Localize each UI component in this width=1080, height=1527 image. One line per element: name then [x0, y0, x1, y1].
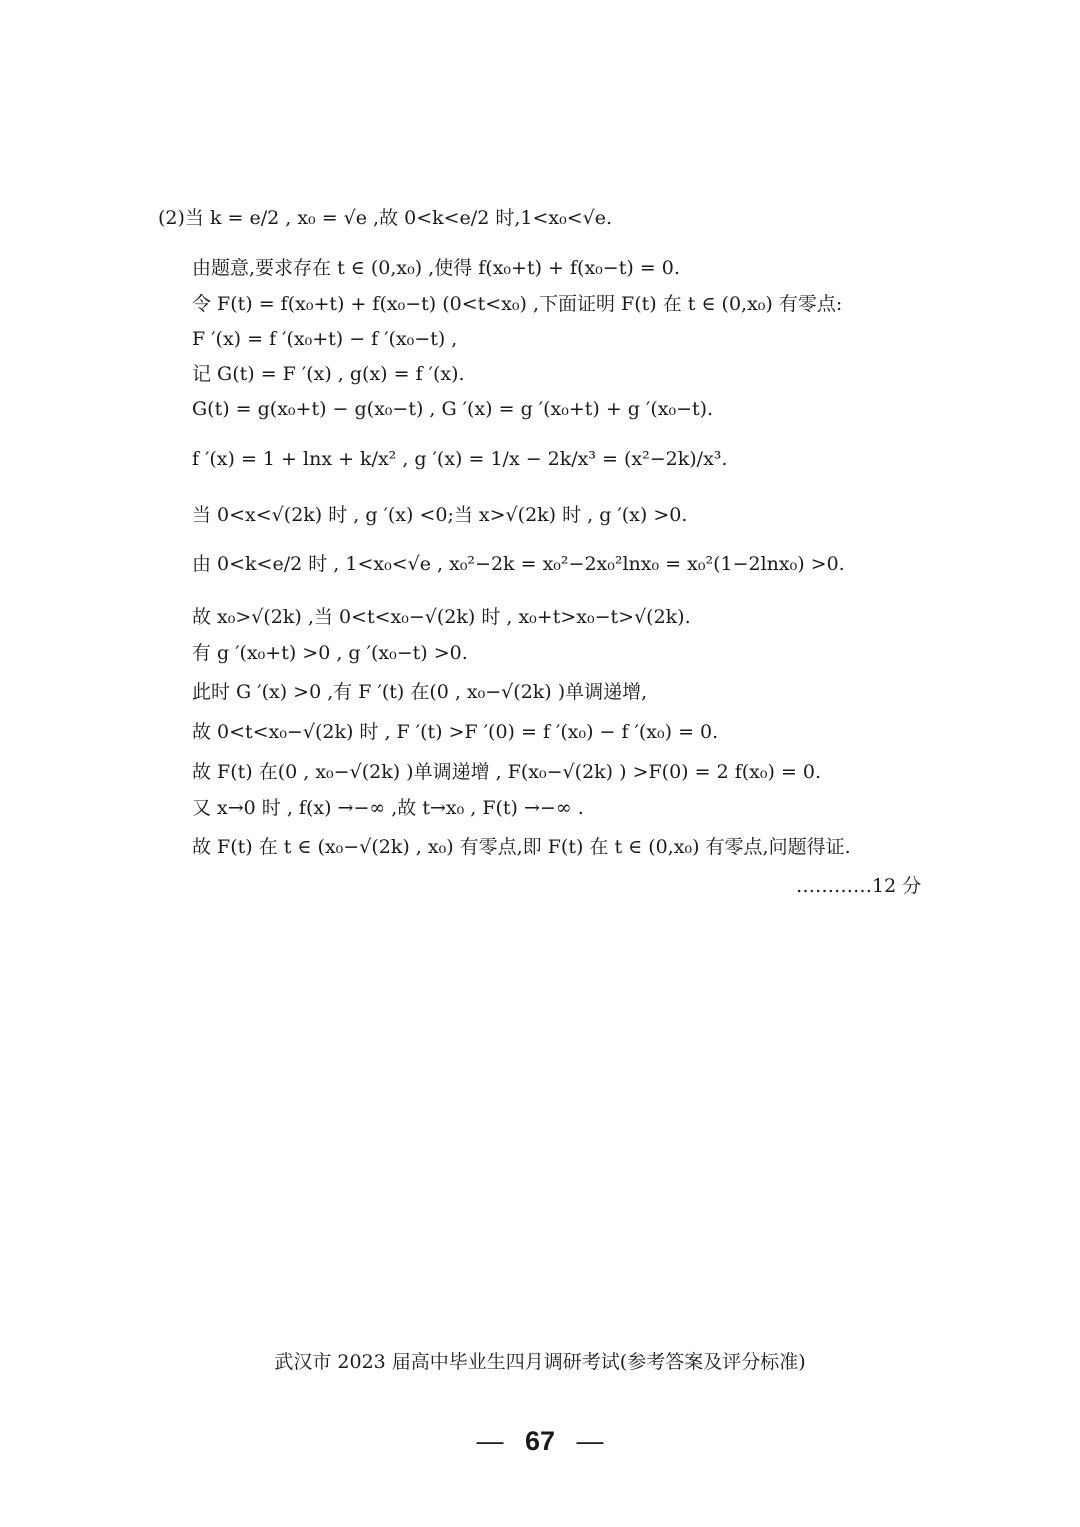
solution-line-1: (2)当 k = e/2 , x₀ = √e ,故 0<k<e/2 时,1<x₀<√e.: [158, 207, 613, 229]
solution-line-7: f ′(x) = 1 + lnx + k/x² , g ′(x) = 1/x − 2k/x³ = (x²−2k)/x³.: [192, 448, 728, 470]
solution-line-4: F ′(x) = f ′(x₀+t) − f ′(x₀−t) ,: [192, 328, 458, 350]
solution-line-5: 记 G(t) = F ′(x) , g(x) = f ′(x).: [192, 363, 465, 385]
solution-line-8: 当 0<x<√(2k) 时 , g ′(x) <0;当 x>√(2k) 时 , g ′(x) >0.: [192, 504, 688, 526]
solution-line-10: 故 x₀>√(2k) ,当 0<t<x₀−√(2k) 时 , x₀+t>x₀−t>√(2k).: [192, 606, 691, 628]
solution-line-3: 令 F(t) = f(x₀+t) + f(x₀−t) (0<t<x₀) ,下面证明 F(t) 在 t ∈ (0,x₀) 有零点:: [192, 293, 843, 315]
solution-line-14: 故 F(t) 在(0 , x₀−√(2k) )单调递增 , F(x₀−√(2k) ) >F(0) = 2 f(x₀) = 0.: [192, 761, 822, 783]
page-number-dash-right: —: [576, 1426, 604, 1456]
page-number: 67: [524, 1426, 556, 1456]
solution-line-11: 有 g ′(x₀+t) >0 , g ′(x₀−t) >0.: [192, 642, 468, 664]
solution-line-2: 由题意,要求存在 t ∈ (0,x₀) ,使得 f(x₀+t) + f(x₀−t) = 0.: [192, 257, 680, 279]
solution-line-16: 故 F(t) 在 t ∈ (x₀−√(2k) , x₀) 有零点,即 F(t) 在 t ∈ (0,x₀) 有零点,问题得证.: [192, 836, 851, 858]
score-marker: …………12 分: [796, 875, 922, 897]
exam-footer-title: 武汉市 2023 届高中毕业生四月调研考试(参考答案及评分标准): [274, 1351, 806, 1373]
solution-line-13: 故 0<t<x₀−√(2k) 时 , F ′(t) >F ′(0) = f ′(x₀) − f ′(x₀) = 0.: [192, 721, 719, 743]
solution-line-6: G(t) = g(x₀+t) − g(x₀−t) , G ′(x) = g ′(x₀+t) + g ′(x₀−t).: [192, 398, 714, 420]
solution-line-9: 由 0<k<e/2 时 , 1<x₀<√e , x₀²−2k = x₀²−2x₀²lnx₀ = x₀²(1−2lnx₀) >0.: [192, 553, 845, 575]
solution-line-15: 又 x→0 时 , f(x) →−∞ ,故 t→x₀ , F(t) →−∞ .: [192, 797, 584, 819]
solution-line-12: 此时 G ′(x) >0 ,有 F ′(t) 在(0 , x₀−√(2k) )单调递增,: [192, 681, 648, 703]
page-number-block: [0, 1424, 1080, 1458]
page-number-dash-left: —: [476, 1426, 504, 1456]
